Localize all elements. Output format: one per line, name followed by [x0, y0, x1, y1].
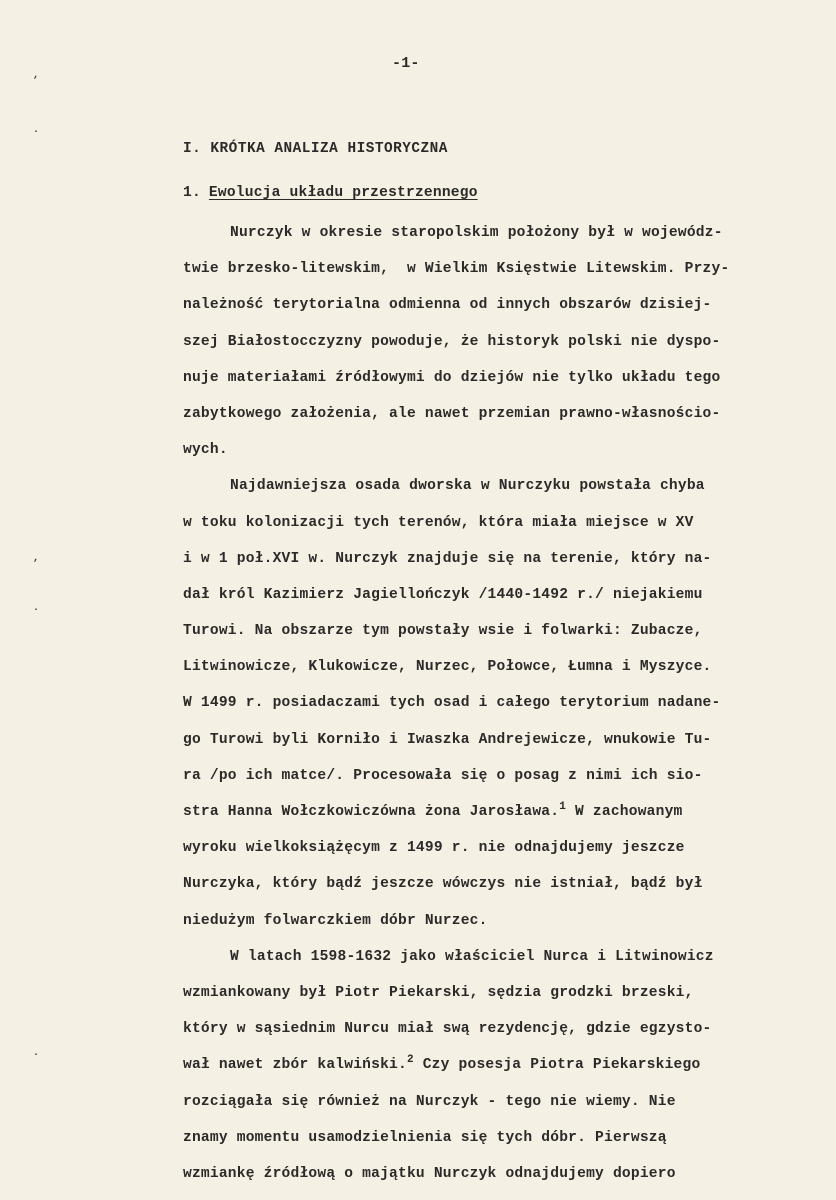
text-line-content: twie brzesko-litewskim, w Wielkim Księstwie Litewskim. Przy-: [183, 261, 730, 278]
margin-mark: ,: [33, 553, 40, 564]
text-line-continuation: W zachowanym: [566, 804, 683, 820]
text-line-content: znamy momentu usamodzielnienia się tych dóbr. Pierwszą: [183, 1129, 667, 1146]
text-line: [183, 473, 823, 509]
text-line-content: Nurczyka, który bądź jeszcze wówczys nie istniał, bądź był: [183, 876, 703, 893]
margin-mark: ,: [33, 70, 40, 81]
footnote-marker: 2: [406, 1054, 414, 1067]
text-line: [183, 763, 823, 799]
text-line-content: zabytkowego założenia, ale nawet przemian prawno-własnościo-: [183, 405, 721, 422]
text-line: [183, 1052, 823, 1088]
text-line: [183, 1125, 823, 1161]
text-line: [183, 546, 823, 582]
text-line-content: rozciągała się również na Nurczyk - tego nie wiemy. Nie: [183, 1093, 676, 1110]
text-line: [183, 510, 823, 546]
text-line-content: wał nawet zbór kalwiński.: [183, 1057, 407, 1074]
text-line-content: stra Hanna Wołczkowiczówna żona Jarosława.: [183, 804, 560, 820]
text-line: [183, 256, 823, 292]
subsection-number: 1.: [183, 185, 201, 201]
text-line: [183, 618, 823, 654]
subsection-heading: [183, 185, 703, 201]
body-text: [183, 220, 823, 1197]
text-line: [183, 401, 823, 437]
text-line-content: wzmiankowany był Piotr Piekarski, sędzia grodzki brzeski,: [183, 984, 694, 1001]
text-line: [183, 835, 823, 871]
text-line: [183, 871, 823, 907]
text-line: [183, 329, 823, 365]
text-line-content: wyroku wielkoksiążęcym z 1499 r. nie odnajdujemy jeszcze: [183, 840, 685, 857]
text-line-continuation: Czy posesja Piotra Piekarskiego: [413, 1057, 701, 1074]
margin-mark: .: [33, 603, 40, 614]
text-line-content: szej Białostocczyzny powoduje, że historyk polski nie dyspo-: [183, 333, 721, 350]
text-line: [183, 980, 823, 1016]
margin-mark: .: [33, 1048, 40, 1059]
text-line: [183, 654, 823, 690]
text-line: [183, 908, 823, 944]
text-line-content: W 1499 r. posiadaczami tych osad i całego terytorium nadane-: [183, 695, 721, 712]
text-line: [183, 1016, 823, 1052]
text-line: [183, 799, 823, 835]
text-line-content: nuje materiałami źródłowymi do dziejów nie tylko układu tego: [183, 369, 721, 386]
text-line-content: w toku kolonizacji tych terenów, która miała miejsce w XV: [183, 514, 694, 531]
text-line: [183, 1089, 823, 1125]
text-line-content: W latach 1598-1632 jako właściciel Nurca i Litwinowicz: [230, 948, 714, 965]
footnote-marker: 1: [559, 801, 567, 813]
text-line-content: go Turowi byli Korniło i Iwaszka Andrejewicze, wnukowie Tu-: [183, 731, 712, 748]
text-line: [183, 220, 823, 256]
text-line: [183, 727, 823, 763]
page-number: -1-: [392, 55, 420, 72]
text-line-content: Nurczyk w okresie staropolskim położony był w wojewódz-: [230, 225, 723, 241]
text-line-content: ra /po ich matce/. Procesowała się o posag z nimi ich sio-: [183, 767, 703, 784]
section-heading: I. KRÓTKA ANALIZA HISTORYCZNA: [183, 141, 448, 157]
text-line-content: i w 1 poł.XVI w. Nurczyk znajduje się na terenie, który na-: [183, 550, 712, 567]
margin-mark: .: [33, 125, 40, 136]
text-line-content: wych.: [183, 442, 228, 459]
text-line-content: Litwinowicze, Klukowicze, Nurzec, Połowce, Łumna i Myszyce.: [183, 659, 712, 676]
text-line-content: należność terytorialna odmienna od innych obszarów dzisiej-: [183, 297, 712, 314]
text-line-content: niedużym folwarczkiem dóbr Nurzec.: [183, 912, 488, 929]
text-line: [183, 292, 823, 328]
text-line: [183, 690, 823, 726]
text-line-content: Najdawniejsza osada dworska w Nurczyku powstała chyba: [230, 478, 705, 495]
text-line-content: który w sąsiednim Nurcu miał swą rezydencję, gdzie egzysto-: [183, 1021, 712, 1038]
text-line-content: dał król Kazimierz Jagiellończyk /1440-1492 r./ niejakiemu: [183, 586, 703, 603]
text-line-content: Turowi. Na obszarze tym powstały wsie i folwarki: Zubacze,: [183, 623, 703, 640]
text-line: [183, 437, 823, 473]
text-line: [183, 944, 823, 980]
text-line-content: wzmiankę źródłową o majątku Nurczyk odnajdujemy dopiero: [183, 1165, 676, 1182]
text-line: [183, 582, 823, 618]
text-line: [183, 1161, 823, 1197]
text-line: [183, 365, 823, 401]
subsection-title: Ewolucja układu przestrzennego: [208, 185, 478, 201]
